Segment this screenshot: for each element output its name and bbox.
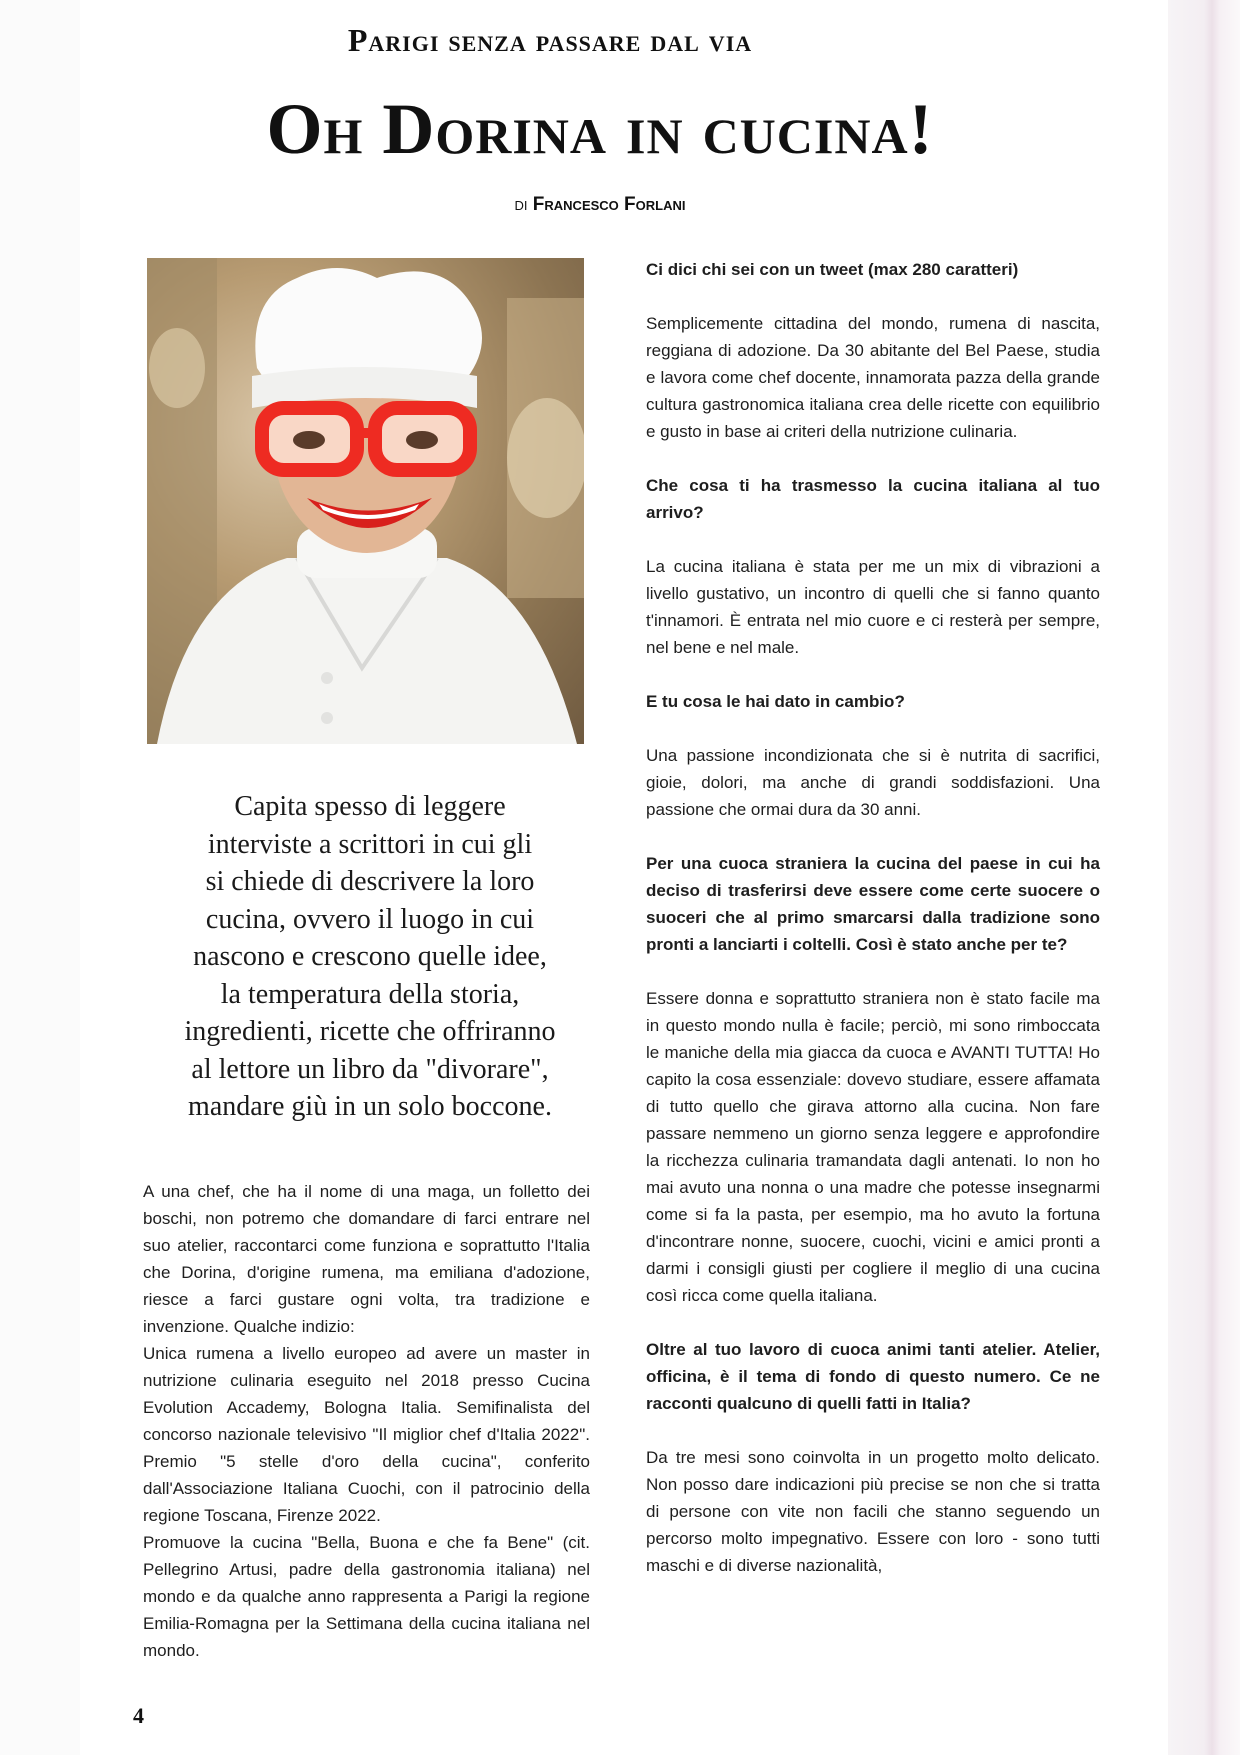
byline-author: Francesco Forlani bbox=[532, 194, 686, 215]
intro-paragraph: Unica rumena a livello europeo ad avere un master in nutrizione culinaria eseguito nel 2018 presso Cucina Evolution Accademy, Bologna Italia. Semifinalista del concorso nazionale televisivo "Il miglior chef d'Italia 2022". Premio "5 stelle d'oro della cucina", conferito dall'Associazione Italiana Cuochi, con il patrocinio della regione Toscana, Firenze 2022. bbox=[143, 1344, 590, 1525]
interview-answer: La cucina italiana è stata per me un mix di vibrazioni a livello gustativo, un incontro di quelli che si fanno quanto t'innamori. È entrata nel mio cuore e ci resterà per sempre, nel bene e nel male. bbox=[646, 557, 1100, 657]
pull-quote-line: mandare giù in un solo boccone. bbox=[188, 1091, 552, 1122]
interview-question: Oltre al tuo lavoro di cuoca animi tanti atelier. Atelier, officina, è il tema di fondo di questo numero. Ce ne racconti qualcuno di quelli fatti in Italia? bbox=[646, 1340, 1100, 1413]
interview-question: E tu cosa le hai dato in cambio? bbox=[646, 692, 905, 711]
interview-question: Per una cuoca straniera la cucina del paese in cui ha deciso di trasferirsi deve essere come certe suocere o suoceri che al primo smarcarsi dalla tradizione sono pronti a lanciarti i coltelli. Così è stato anche per te? bbox=[646, 854, 1100, 954]
pull-quote-line: la temperatura della storia, bbox=[220, 978, 520, 1010]
interview-column bbox=[646, 256, 1100, 1579]
chef-portrait-illustration bbox=[147, 258, 584, 744]
intro-paragraph: A una chef, che ha il nome di una maga, un folletto dei boschi, non potremo che domandare di farci entrare nel suo atelier, raccontarci come funziona e soprattutto l'Italia che Dorina, d'origine rumena, ma emiliana d'adozione, riesce a farci gustare ogni volta, tra tradizione e invenzione. Qualche indizio: bbox=[143, 1182, 590, 1336]
pull-quote-line: ingredienti, ricette che offriranno bbox=[184, 1016, 556, 1047]
page-number: 4 bbox=[133, 1703, 144, 1728]
pull-quote-line: interviste a scrittori in cui gli bbox=[207, 828, 533, 860]
intro-paragraph: Promuove la cucina "Bella, Buona e che fa Bene" (cit. Pellegrino Artusi, padre della gastronomia italiana) nel mondo e da qualche anno rappresenta a Parigi la regione Emilia-Romagna per la Settimana della cucina italiana nel mondo. bbox=[143, 1533, 590, 1660]
pull-quote-line: nascono e crescono quelle idee, bbox=[193, 941, 547, 972]
intro-column bbox=[143, 1178, 590, 1664]
interview-question: Ci dici chi sei con un tweet (max 280 caratteri) bbox=[646, 260, 1019, 279]
interview-question: Che cosa ti ha trasmesso la cucina italiana al tuo arrivo? bbox=[646, 476, 1100, 522]
interview-answer: Una passione incondizionata che si è nutrita di sacrifici, gioie, dolori, ma anche di grandi soddisfazioni. Una passione che ormai dura da 30 anni. bbox=[646, 746, 1100, 819]
pull-quote bbox=[150, 788, 590, 1126]
pull-quote-line: al lettore un libro da "divorare", bbox=[191, 1053, 549, 1085]
interview-answer: Semplicemente cittadina del mondo, rumena di nascita, reggiana di adozione. Da 30 abitante del Bel Paese, studia e lavora come chef docente, innamorata pazza della grande cultura gastronomica italiana crea delle ricette con equilibrio e gusto in base ai criteri della nutrizione culinaria. bbox=[646, 314, 1100, 441]
pull-quote-line: cucina, ovvero il luogo in cui bbox=[205, 903, 535, 935]
interview-answer: Essere donna e soprattutto straniera non è stato facile ma in questo mondo nulla è facile; perciò, mi sono rimboccata le maniche della mia giacca da cuoca e AVANTI TUTTA! Ho capito la cosa essenziale: dovevo studiare, essere affamata di tutto quello che girava attorno alla cucina. Non fare passare nemmeno un giorno senza leggere e approfondire la ricchezza culinaria tramandata dagli antenati. Io non ho mai avuto una nonna o una madre che potesse insegnarmi come si fa la pasta, per esempio, ma ho avuto la fortuna d'incontrare nonne, suocere, cuochi, vicini e amici pronti a darmi i consigli giusti per cogliere il meglio di una cucina così ricca come quella italiana. bbox=[646, 989, 1100, 1305]
article-title: Oh Dorina in cucina! bbox=[266, 89, 934, 169]
byline-prefix: di bbox=[514, 194, 528, 215]
byline bbox=[380, 194, 820, 216]
interview-answer: Da tre mesi sono coinvolta in un progetto molto delicato. Non posso dare indicazioni più precise se non che si tratta di persone con vite non facili che stanno seguendo un percorso molto impegnativo. Essere con loro - sono tutti maschi e di diverse nazionalità, bbox=[646, 1448, 1100, 1575]
pull-quote-line: Capita spesso di leggere bbox=[234, 791, 506, 822]
page-margin-left bbox=[0, 0, 80, 1755]
pull-quote-line: si chiede di descrivere la loro bbox=[205, 866, 535, 897]
chef-portrait-photo bbox=[147, 258, 584, 744]
section-kicker: Parigi senza passare dal via bbox=[347, 22, 753, 58]
page-binding-edge bbox=[1168, 0, 1240, 1755]
